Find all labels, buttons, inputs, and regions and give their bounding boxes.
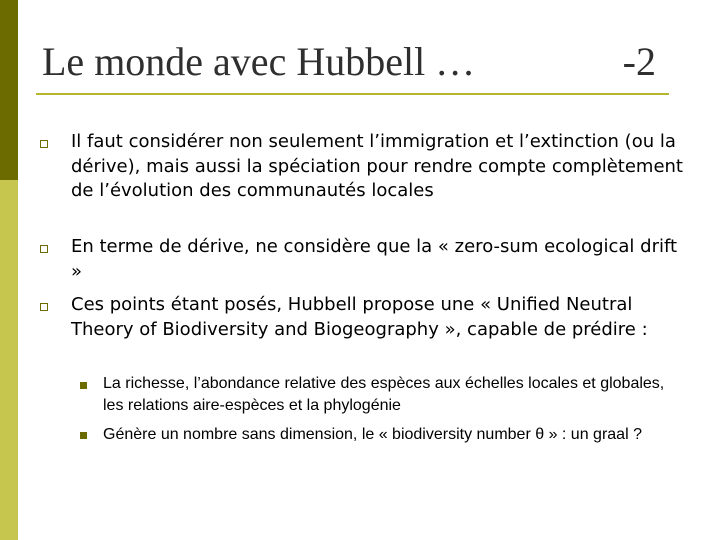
title-underline — [36, 93, 669, 95]
bullet-text: En terme de dérive, ne considère que la « zero-sum ecological drift » — [71, 236, 678, 282]
filled-square-bullet-icon — [80, 432, 87, 439]
hollow-square-bullet-icon — [40, 245, 48, 253]
hollow-square-bullet-icon — [40, 303, 48, 311]
filled-square-bullet-icon — [80, 382, 87, 389]
slide-title-text: Le monde avec Hubbell … — [42, 39, 476, 84]
slide-sidebar — [0, 0, 18, 540]
slide-title — [42, 38, 660, 85]
hollow-square-bullet-icon — [40, 140, 48, 148]
bullet-text: Ces points étant posés, Hubbell propose une « Unified Neutral Theory of Biodiversity and Biogeography », capable de prédire : — [71, 294, 648, 340]
sub-bullet-text: La richesse, l’abondance relative des espèces aux échelles locales et globales, les relations aire-espèces et la phylogénie — [103, 375, 665, 414]
sidebar-light-band — [0, 180, 18, 540]
sidebar-dark-band — [0, 0, 18, 180]
sub-bullet-text: Génère un nombre sans dimension, le « biodiversity number θ » : un graal ? — [103, 426, 642, 443]
slide-number: -2 — [622, 39, 656, 84]
bullet-text: Il faut considérer non seulement l’immigration et l’extinction (ou la dérive), mais aussi la spéciation pour rendre compte complètement de l’évolution des communautés locales — [71, 131, 683, 201]
